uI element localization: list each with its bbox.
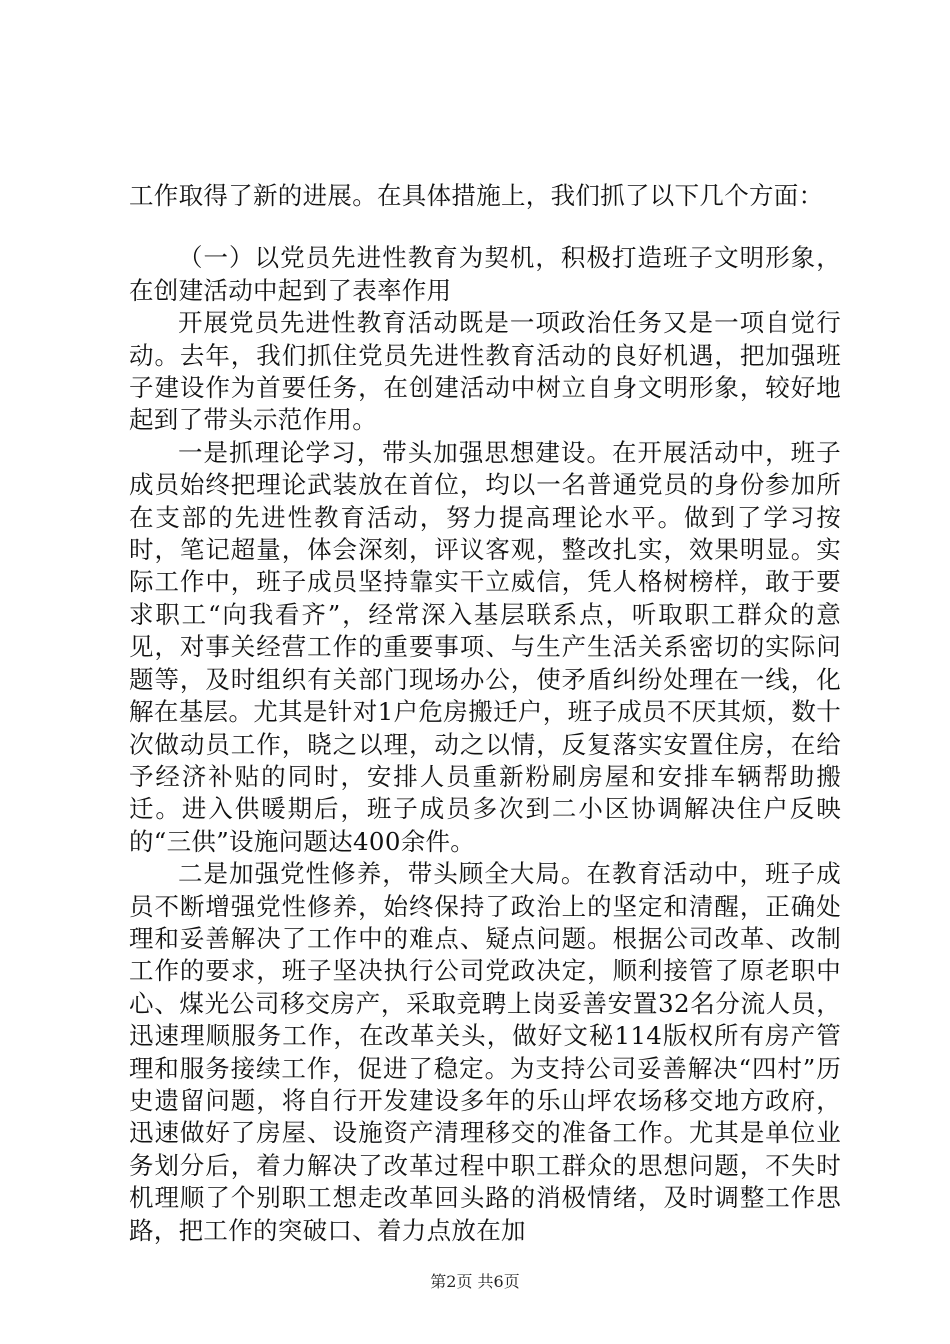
paragraph-continuation: 工作取得了新的进展。在具体措施上，我们抓了以下几个方面： [129,181,824,210]
paragraph-point-one: 一是抓理论学习，带头加强思想建设。在开展活动中，班子成员始终把理论武装放在首位，均以一名普通党员的身份参加所在支部的先进性教育活动，努力提高理论水平。做到了学习按时，笔记超量，体会深刻，评议客观，整改扎实，效果明显。实际工作中，班子成员坚持靠实干立威信，凭人格树榜样，敢于要求职工“向我看齐”，经常深入基层联系点，听取职工群众的意见，对事关经营工作的重要事项、与生产生活关系密切的实际问题等，及时组织有关部门现场办公，使矛盾纠纷处理在一线，化解在基层。尤其是针对1户危房搬迁户，班子成员不厌其烦，数十次做动员工作，晓之以理，动之以情，反复落实安置住房，在给予经济补贴的同时，安排人员重新粉刷房屋和安排车辆帮助搬迁。进入供暖期后，班子成员多次到二小区协调解决住户反映的“三供”设施问题达400余件。 [129,437,841,856]
document-body [129,180,841,1247]
page-number-footer: 第2页 共6页 [430,1272,520,1291]
section-heading: （一）以党员先进性教育为契机，积极打造班子文明形象，在创建活动中起到了表率作用 [129,243,841,305]
paragraph-intro: 开展党员先进性教育活动既是一项政治任务又是一项自觉行动。去年，我们抓住党员先进性教育活动的良好机遇，把加强班子建设作为首要任务，在创建活动中树立自身文明形象，较好地起到了带头示范作用。 [129,308,841,435]
paragraph-point-two: 二是加强党性修养，带头顾全大局。在教育活动中，班子成员不断增强党性修养，始终保持了政治上的坚定和清醒，正确处理和妥善解决了工作中的难点、疑点问题。根据公司改革、改制工作的要求，班子坚决执行公司党政决定，顺利接管了原老职中心、煤光公司移交房产，采取竞聘上岗妥善安置32名分流人员，迅速理顺服务工作，在改革关头，做好文秘114版权所有房产管理和服务接续工作，促进了稳定。为支持公司妥善解决“四村”历史遗留问题，将自行开发建设多年的乐山坪农场移交地方政府，迅速做好了房屋、设施资产清理移交的准备工作。尤其是单位业务划分后，着力解决了改革过程中职工群众的思想问题，不失时机理顺了个别职工想走改革回头路的消极情绪，及时调整工作思路，把工作的突破口、着力点放在加 [129,859,841,1245]
